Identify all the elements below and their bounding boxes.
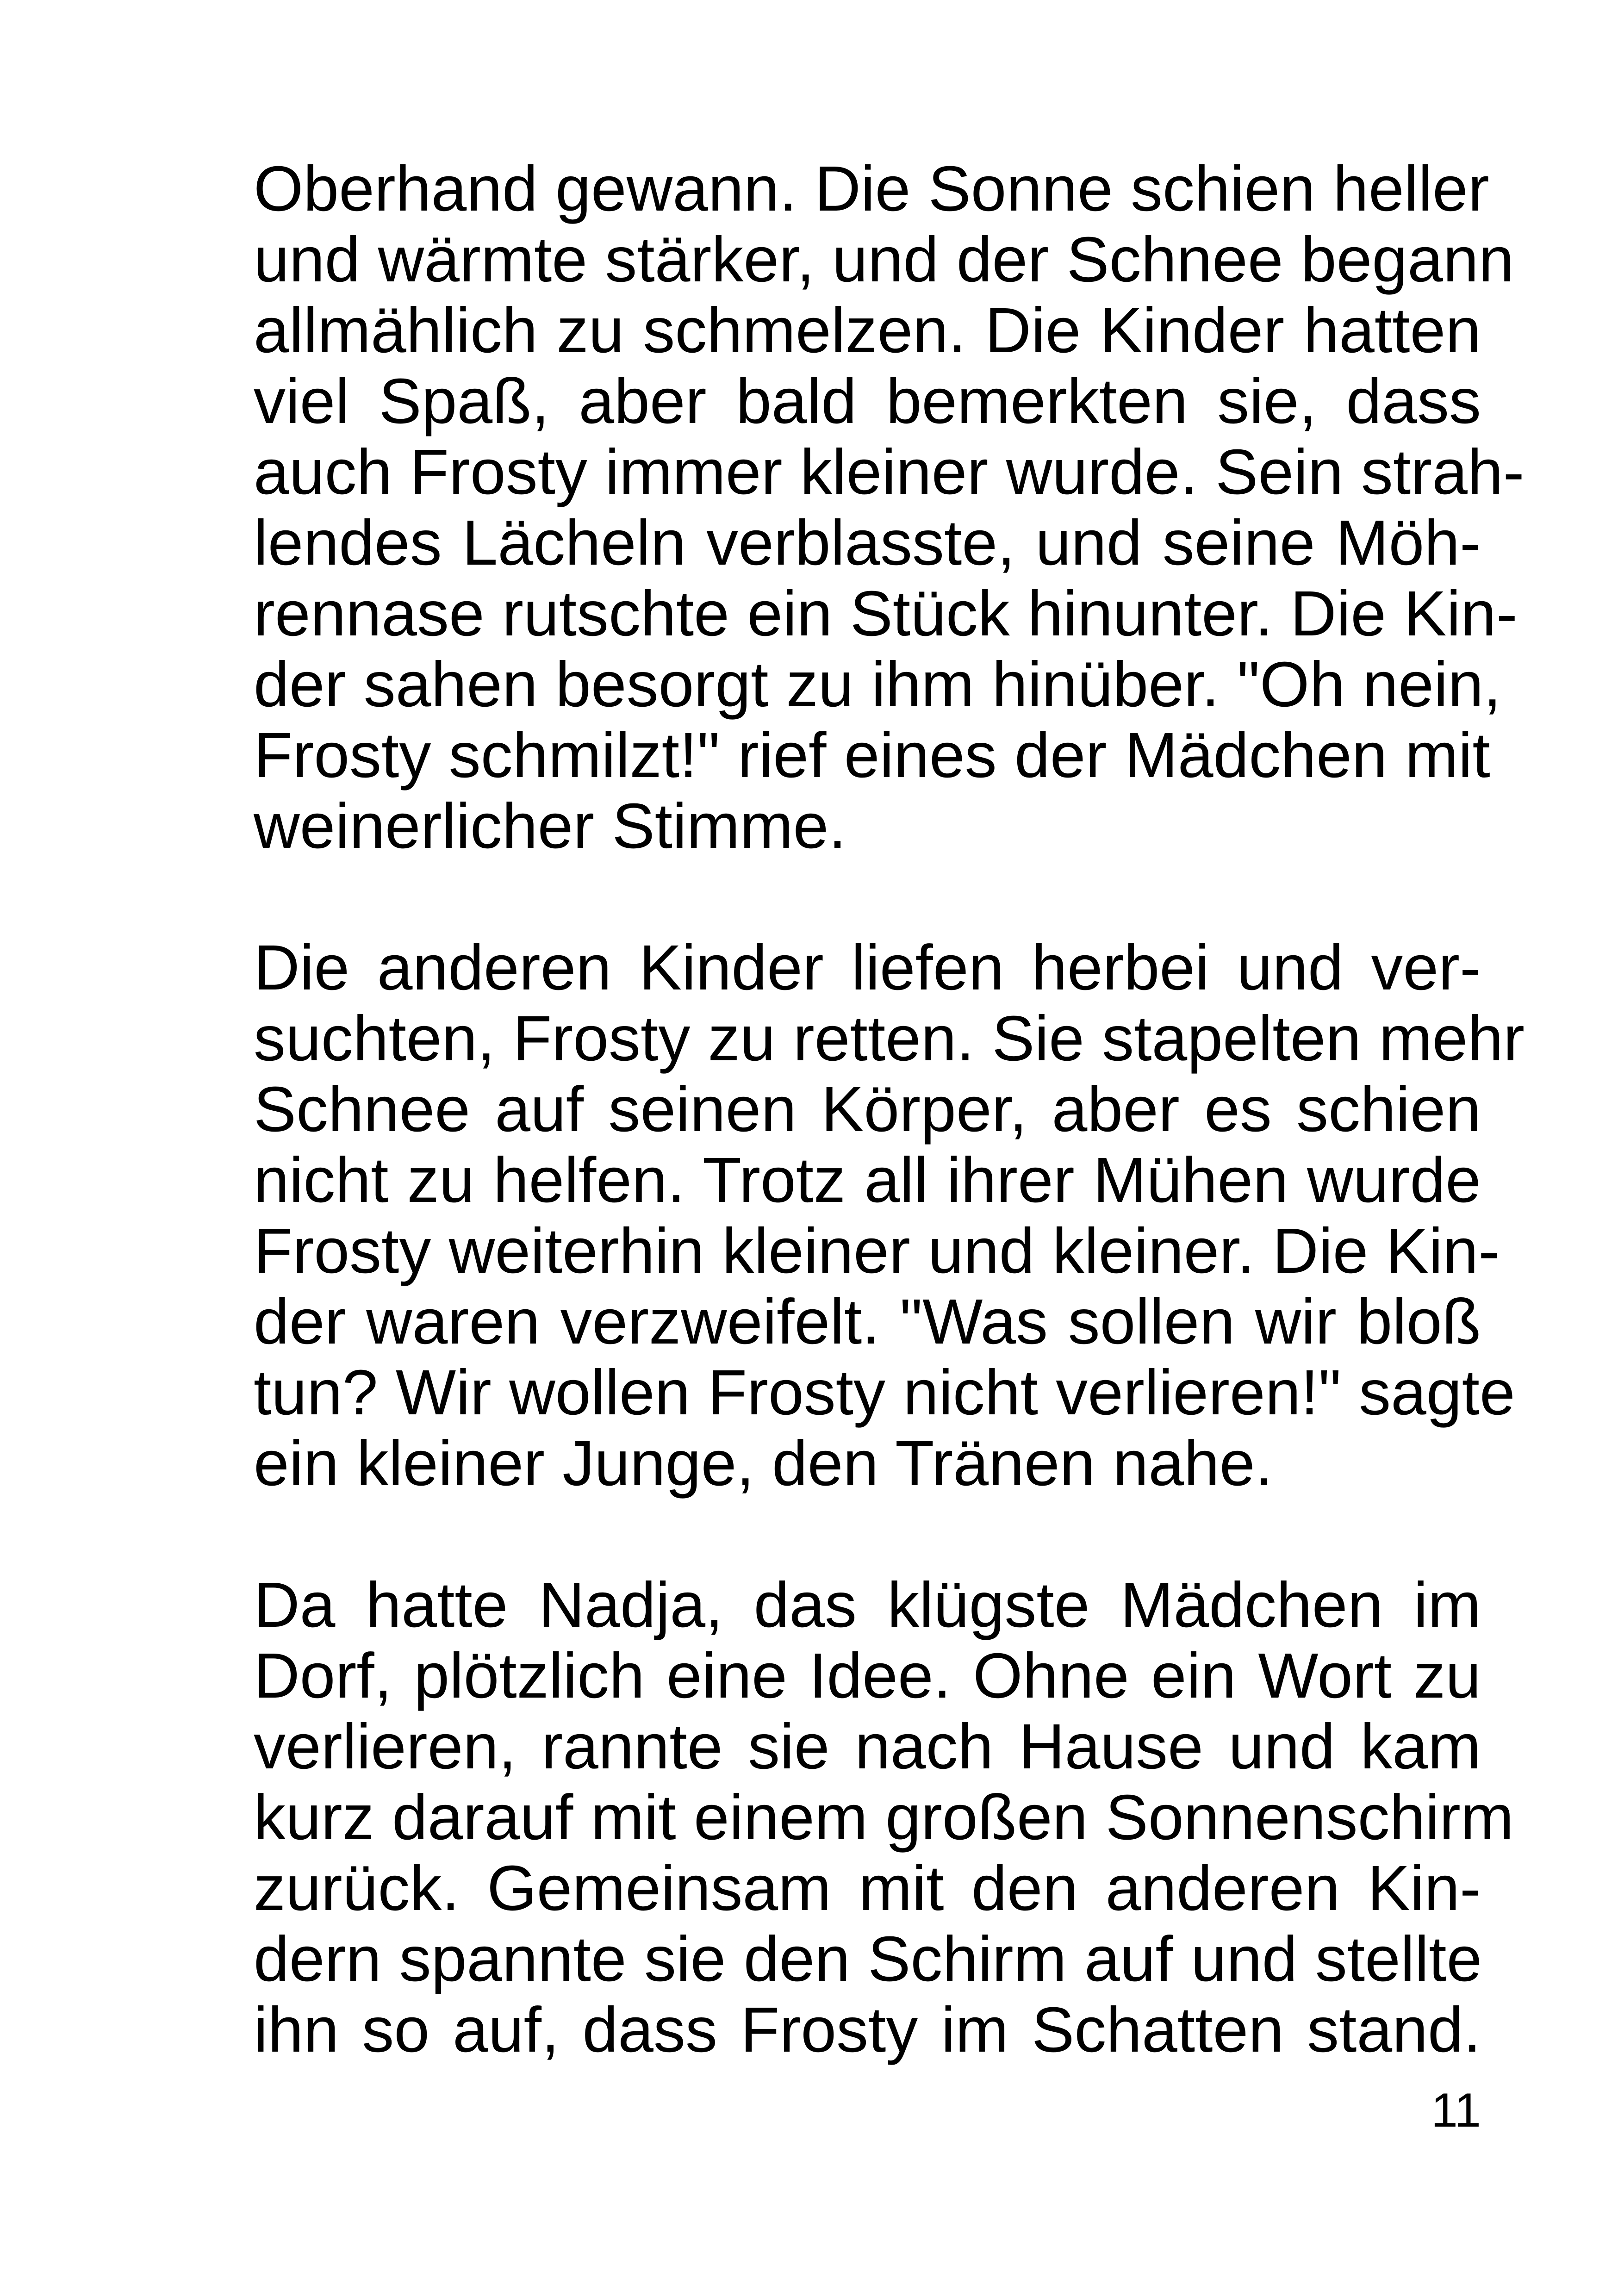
text-line: Dorf, plötzlich eine Idee. Ohne ein Wort zu <box>254 1640 1481 1711</box>
text-line: nicht zu helfen. Trotz all ihrer Mühen wurde <box>254 1145 1481 1216</box>
paragraph-2 <box>254 932 1525 1499</box>
text-line: Frosty weiterhin kleiner und kleiner. Die Kin- <box>254 1215 1500 1287</box>
text-line: und wärmte stärker, und der Schnee begann <box>254 224 1514 295</box>
paragraph-spacer <box>254 1499 1481 1570</box>
page-body <box>254 153 1525 2066</box>
text-line: viel Spaß, aber bald bemerkten sie, dass <box>254 366 1481 437</box>
text-line: ihn so auf, dass Frosty im Schatten stand. <box>254 1994 1481 2066</box>
page-number: 11 <box>1431 2084 1481 2137</box>
paragraph-3 <box>254 1569 1514 2066</box>
text-line: auch Frosty immer kleiner wurde. Sein strah- <box>254 436 1525 508</box>
text-line: zurück. Gemeinsam mit den anderen Kin- <box>254 1853 1481 1924</box>
text-line: Oberhand gewann. Die Sonne schien heller <box>254 153 1489 224</box>
paragraph-1 <box>254 153 1525 862</box>
text-line: verlieren, rannte sie nach Hause und kam <box>254 1711 1481 1782</box>
text-line: dern spannte sie den Schirm auf und stellte <box>254 1923 1482 1995</box>
text-line: tun? Wir wollen Frosty nicht verlieren!" sagte <box>254 1357 1515 1428</box>
text-line: Da hatte Nadja, das klügste Mädchen im <box>254 1569 1481 1641</box>
paragraph-spacer <box>254 862 1481 933</box>
text-line: allmählich zu schmelzen. Die Kinder hatten <box>254 295 1481 366</box>
text-line: kurz darauf mit einem großen Sonnenschirm <box>254 1782 1514 1853</box>
text-line: Die anderen Kinder liefen herbei und ver- <box>254 932 1481 1003</box>
text-line: suchten, Frosty zu retten. Sie stapelten mehr <box>254 1003 1525 1074</box>
text-line: der sahen besorgt zu ihm hinüber. "Oh nein, <box>254 649 1501 720</box>
text-line: der waren verzweifelt. "Was sollen wir bloß <box>254 1286 1481 1357</box>
text-line: ein kleiner Junge, den Tränen nahe. <box>254 1428 1273 1499</box>
text-line: weinerlicher Stimme. <box>254 790 846 862</box>
text-line: rennase rutschte ein Stück hinunter. Die Kin- <box>254 578 1518 649</box>
text-line: lendes Lächeln verblasste, und seine Möh- <box>254 507 1481 579</box>
text-line: Schnee auf seinen Körper, aber es schien <box>254 1074 1481 1145</box>
text-line: Frosty schmilzt!" rief eines der Mädchen mit <box>254 720 1490 791</box>
